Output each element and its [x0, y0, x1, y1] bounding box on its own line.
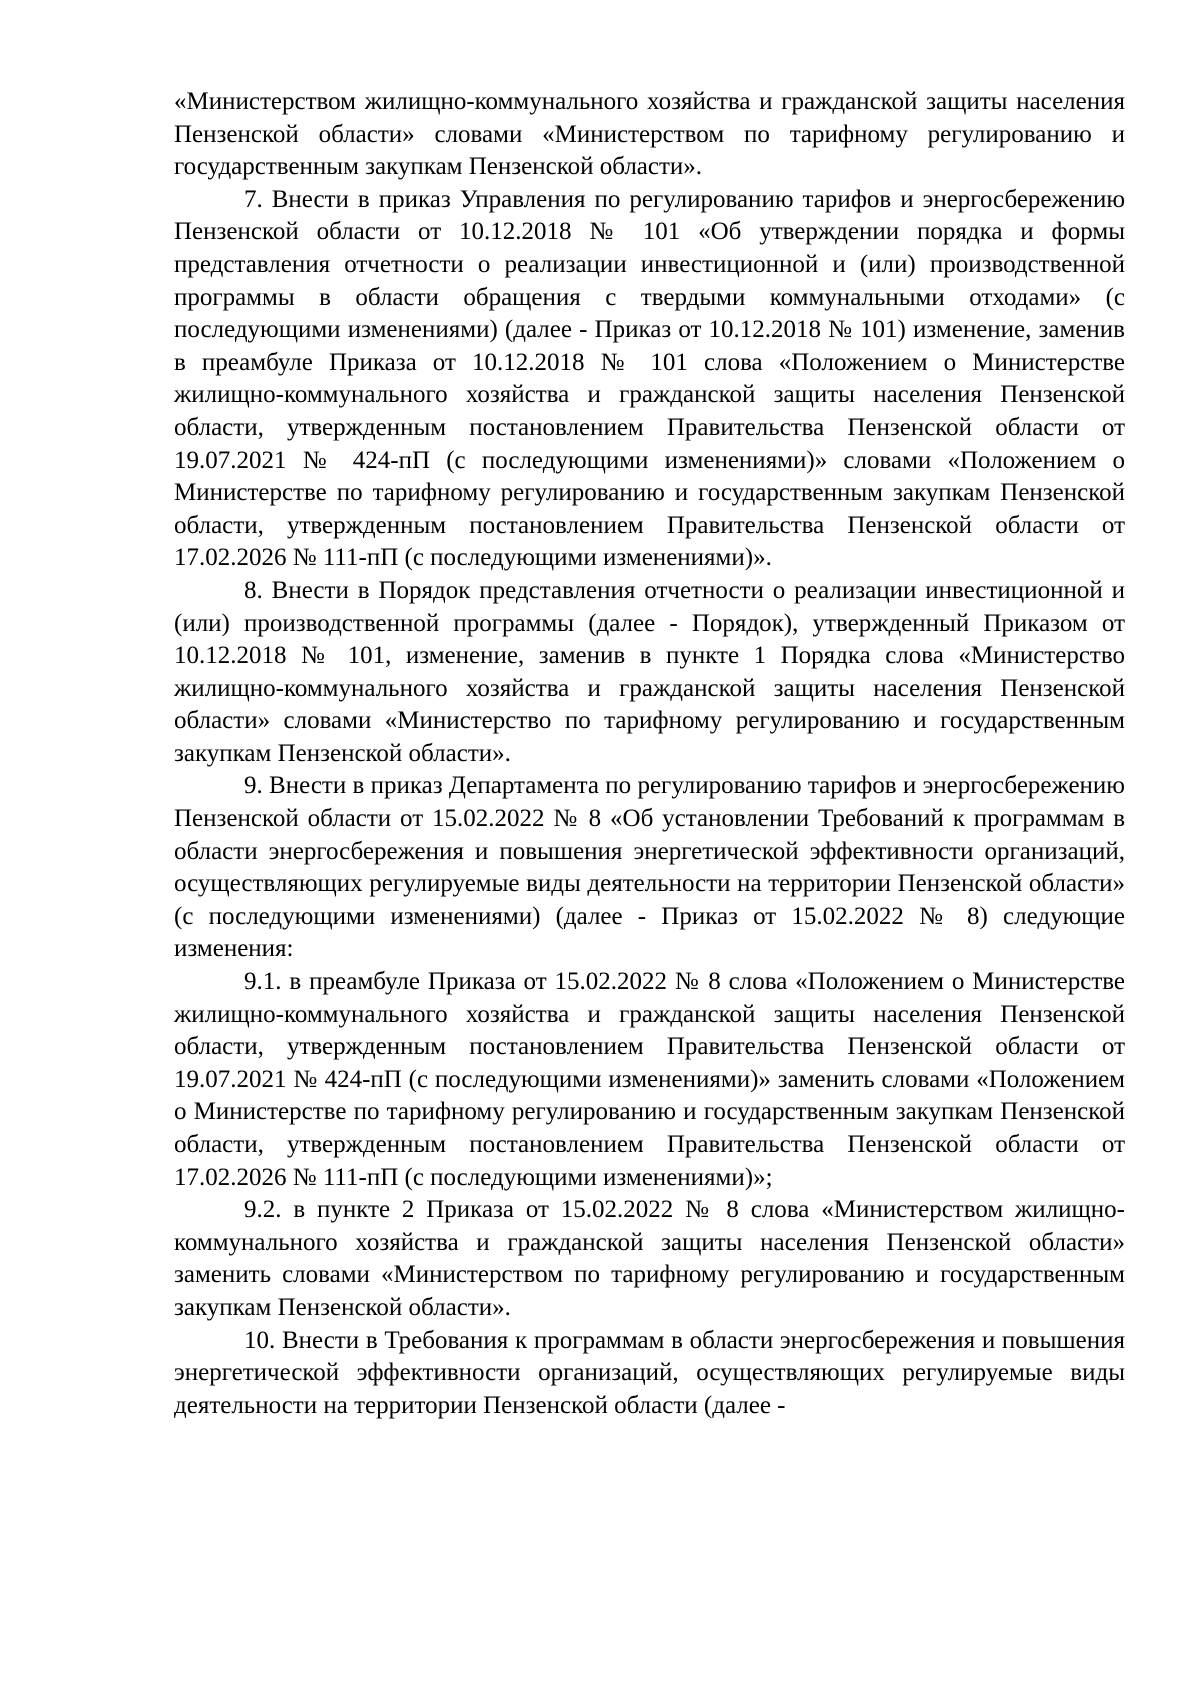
paragraph-continuation: «Министерством жилищно-коммунального хозяйства и гражданской защиты населения Пензенской области» словами «Министерством по тарифному регулированию и государственным закупкам Пензенской области».	[174, 88, 1125, 181]
document-body	[174, 86, 1125, 1422]
paragraph-item-10: 10. Внести в Требования к программам в области энергосбережения и повышения энергетической эффективности организаций, осуществляющих регулируемые виды деятельности на территории Пензенской области (далее -	[174, 1326, 1125, 1419]
paragraph-item-9-1: 9.1. в преамбуле Приказа от 15.02.2022 № 8 слова «Положением о Министерстве жилищно-коммунального хозяйства и гражданской защиты населения Пензенской области, утвержденным постановлением Правительства Пензенской области от 19.07.2021 № 424-пП (с последующими изменениями)» заменить словами «Положением о Министерстве по тарифному регулированию и государственным закупкам Пензенской области, утвержденным постановлением Правительства Пензенской области от 17.02.2026 № 111-пП (с последующими изменениями)»;	[174, 968, 1125, 1191]
paragraph-item-8: 8. Внести в Порядок представления отчетности о реализации инвестиционной и (или) производственной программы (далее - Порядок), утвержденный Приказом от 10.12.2018 № 101, изменение, заменив в пункте 1 Порядка слова «Министерство жилищно-коммунального хозяйства и гражданской защиты населения Пензенской области» словами «Министерство по тарифному регулированию и государственным закупкам Пензенской области».	[174, 576, 1125, 767]
paragraph-item-9: 9. Внести в приказ Департамента по регулированию тарифов и энергосбережению Пензенской области от 15.02.2022 № 8 «Об установлении Требований к программам в области энергосбережения и повышения энергетической эффективности организаций, осуществляющих регулируемые виды деятельности на территории Пензенской области» (с последующими изменениями) (далее - Приказ от 15.02.2022 № 8) следующие изменения:	[174, 772, 1125, 963]
paragraph-item-9-2: 9.2. в пункте 2 Приказа от 15.02.2022 № 8 слова «Министерством жилищно-коммунального хозяйства и гражданской защиты населения Пензенской области» заменить словами «Министерством по тарифному регулированию и государственным закупкам Пензенской области».	[174, 1196, 1125, 1321]
paragraph-item-7: 7. Внести в приказ Управления по регулированию тарифов и энергосбережению Пензенской области от 10.12.2018 № 101 «Об утверждении порядка и формы представления отчетности о реализации инвестиционной и (или) производственной программы в области обращения с твердыми коммунальными отходами» (с последующими изменениями) (далее - Приказ от 10.12.2018 № 101) изменение, заменив в преамбуле Приказа от 10.12.2018 № 101 слова «Положением о Министерстве жилищно-коммунального хозяйства и гражданской защиты населения Пензенской области, утвержденным постановлением Правительства Пензенской области от 19.07.2021 № 424-пП (с последующими изменениями)» словами «Положением о Министерстве по тарифному регулированию и государственным закупкам Пензенской области, утвержденным постановлением Правительства Пензенской области от 17.02.2026 № 111-пП (с последующими изменениями)».	[174, 185, 1125, 572]
